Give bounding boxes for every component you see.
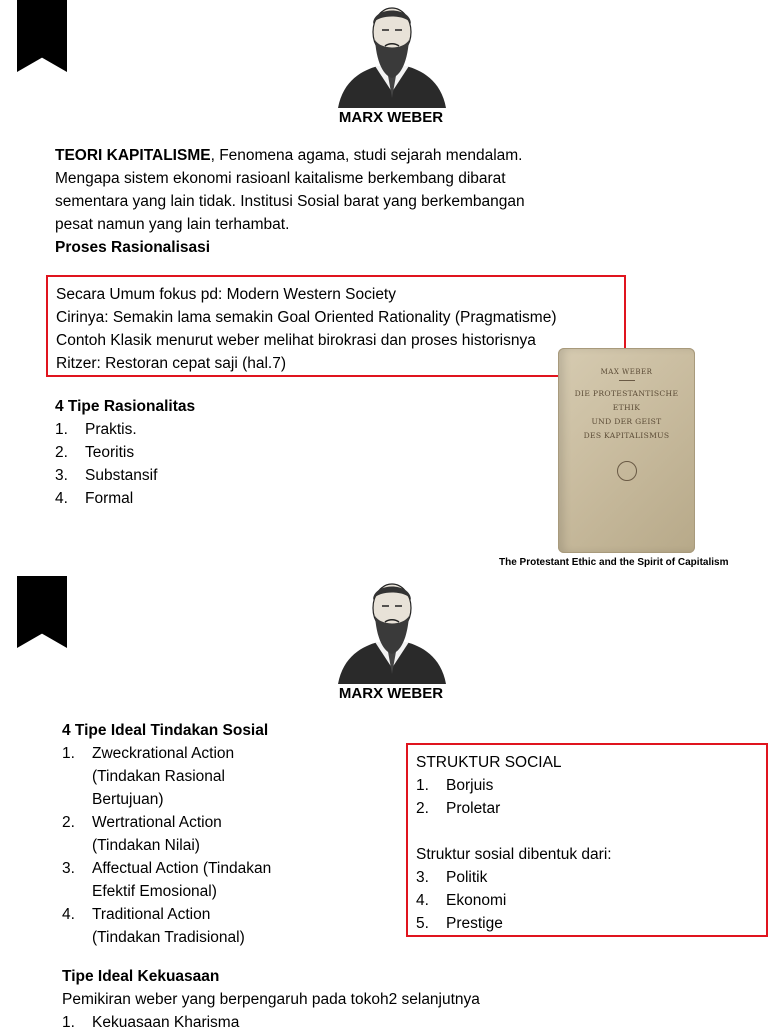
list-item: 3. Affectual Action (Tindakan Efektif Emosional) (62, 860, 272, 900)
rationalization-heading: Proses Rasionalisasi (55, 239, 211, 256)
list-item: 3. Substansif (55, 467, 158, 484)
list-item: 3. Politik (416, 869, 488, 886)
bookmark-icon (17, 576, 67, 648)
divider (619, 380, 635, 381)
intro-line: pesat namun yang lain terhambat. (55, 216, 290, 233)
structure-heading: STRUKTUR SOCIAL (416, 754, 562, 771)
bookmark-icon (17, 0, 67, 72)
list-item: 4. Traditional Action (Tindakan Tradisional) (62, 906, 245, 946)
author-name: MARX WEBER (338, 109, 444, 126)
structure-formed-from: Struktur sosial dibentuk dari: (416, 846, 612, 863)
list-item: 2. Proletar (416, 800, 501, 817)
box-line: Cirinya: Semakin lama semakin Goal Oriented Rationality (Pragmatisme) (56, 309, 557, 326)
list-item: 2. Teoritis (55, 444, 135, 461)
actions-heading: 4 Tipe Ideal Tindakan Sosial (62, 722, 269, 739)
list-item: 1. Borjuis (416, 777, 494, 794)
book-title-line: ETHIK (612, 403, 641, 412)
book-author: MAX WEBER (600, 368, 653, 376)
social-action-types (62, 719, 392, 949)
power-heading: Tipe Ideal Kekuasaan (62, 968, 220, 985)
box-line: Contoh Klasik menurut weber melihat birokrasi dan proses historisnya (56, 332, 536, 349)
list-item: 4. Formal (55, 490, 134, 507)
book-title-line: DES KAPITALISMUS (583, 431, 670, 440)
list-item: 5. Prestige (416, 915, 503, 932)
theory-subtitle: , Fenomena agama, studi sejarah mendalam. (210, 147, 523, 164)
box-line: Secara Umum fokus pd: Modern Western Society (56, 286, 396, 303)
social-structure-box (406, 743, 768, 937)
book-title-line: UND DER GEIST (591, 417, 662, 426)
weber-portrait (333, 576, 451, 684)
weber-portrait (333, 0, 451, 108)
emblem-icon (617, 461, 637, 481)
list-item: 1. Zweckrational Action (Tindakan Rasional Bertujuan) (62, 745, 235, 808)
book-title-line: DIE PROTESTANTISCHE (574, 389, 679, 398)
theory-title: TEORI KAPITALISME (55, 147, 211, 164)
intro-line: sementara yang lain tidak. Institusi Sosial barat yang berkembangan (55, 193, 525, 210)
author-name: MARX WEBER (338, 685, 444, 702)
list-item: 1. Praktis. (55, 421, 137, 438)
list-item: 2. Wertrational Action (Tindakan Nilai) (62, 814, 222, 854)
book-caption: The Protestant Ethic and the Spirit of Capitalism (499, 557, 729, 568)
intro-paragraph (55, 144, 655, 259)
types-heading: 4 Tipe Rasionalitas (55, 398, 196, 415)
intro-line: Mengapa sistem ekonomi rasioanl kaitalisme berkembang dibarat (55, 170, 506, 187)
book-cover (558, 348, 695, 553)
focus-box (46, 275, 626, 377)
list-item: 1. Kekuasaan Kharisma (62, 1014, 240, 1031)
box-line: Ritzer: Restoran cepat saji (hal.7) (56, 355, 287, 372)
power-text: Pemikiran weber yang berpengaruh pada tokoh2 selanjutnya (62, 991, 480, 1008)
rationality-types (55, 395, 355, 510)
list-item: 4. Ekonomi (416, 892, 507, 909)
